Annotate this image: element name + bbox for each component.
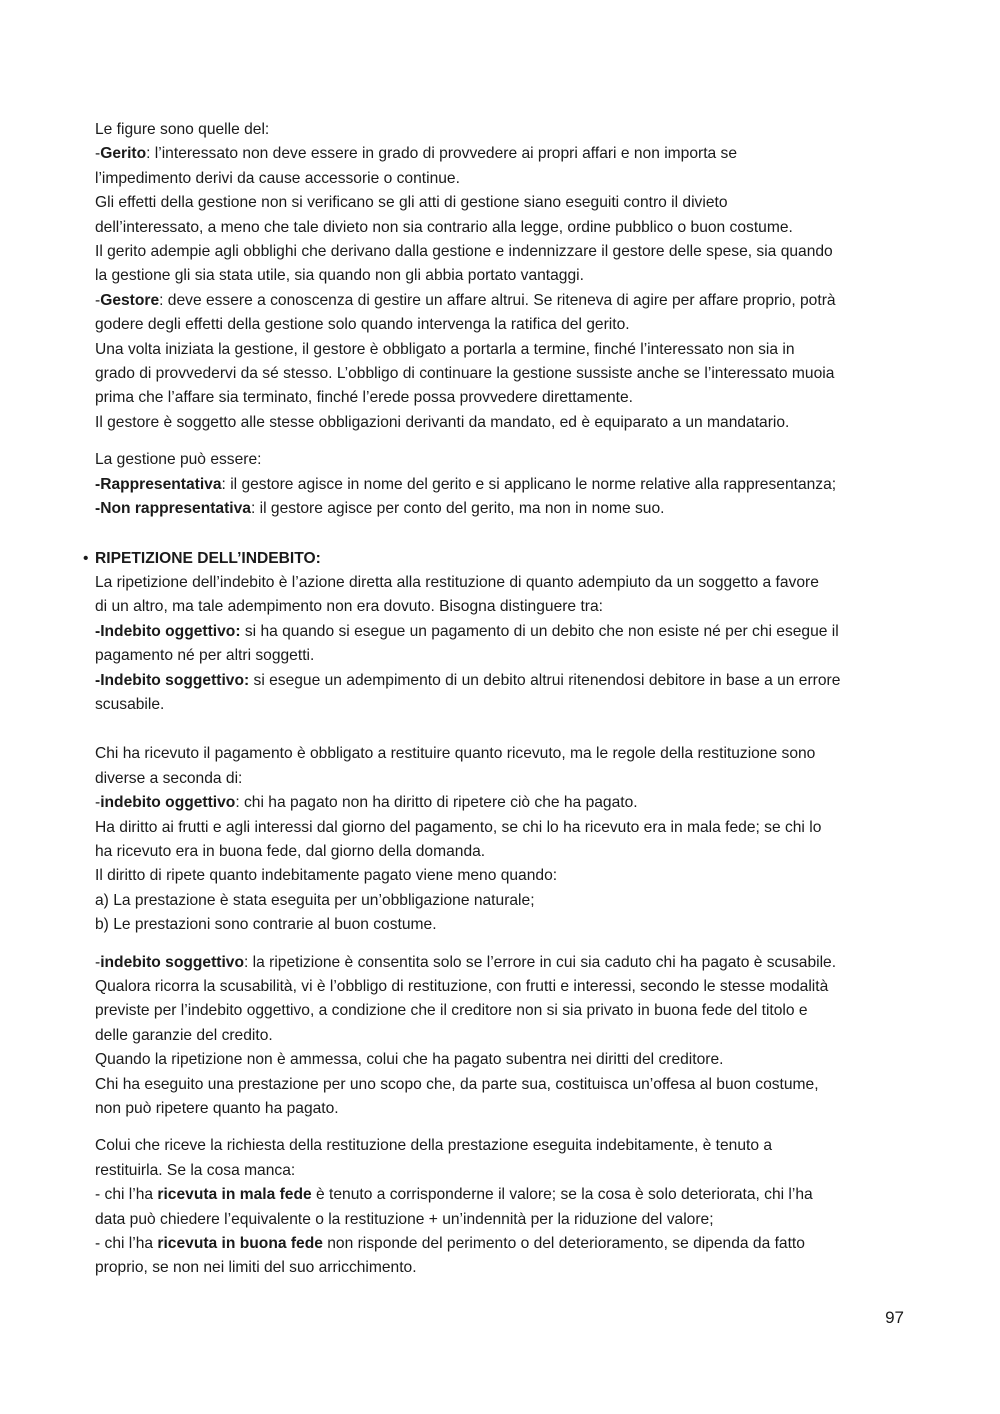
text-line: scusabile. bbox=[95, 695, 165, 713]
text-line: Il gerito adempie agli obblighi che derivano dalla gestione e indennizzare il gestore delle spese, sia quando bbox=[95, 243, 833, 261]
term-indebito-oggettivo: -Indebito oggettivo: bbox=[95, 622, 241, 640]
text-line: l’impedimento derivi da cause accessorie o continue. bbox=[95, 169, 460, 187]
text-line: proprio, se non nei limiti del suo arricchimento. bbox=[95, 1259, 417, 1277]
paragraph-spacer bbox=[95, 717, 910, 742]
text-line bbox=[95, 1232, 910, 1256]
text-line: Quando la ripetizione non è ammessa, colui che ha pagato subentra nei diritti del creditore. bbox=[95, 1051, 724, 1069]
text-line: non può ripetere quanto ha pagato. bbox=[95, 1100, 339, 1118]
term-indebito-oggettivo: indebito oggettivo bbox=[100, 794, 236, 812]
line-rest: si ha quando si esegue un pagamento di un debito che non esiste né per chi esegue il bbox=[240, 622, 839, 640]
text-line bbox=[95, 951, 910, 975]
term-gerito: Gerito bbox=[100, 145, 147, 163]
heading-text: RIPETIZIONE DELL’INDEBITO: bbox=[95, 549, 321, 567]
section-heading bbox=[83, 547, 910, 571]
text-line: grado di provvedervi da sé stesso. L’obbligo di continuare la gestione sussiste anche se l’interessato muoia bbox=[95, 365, 835, 383]
text-line: prima che l’affare sia terminato, finché l’erede possa provvedere direttamente. bbox=[95, 389, 633, 407]
text-line bbox=[95, 142, 910, 166]
line-prefix: - bbox=[95, 794, 101, 812]
term-non-rappresentativa: -Non rappresentativa bbox=[95, 500, 251, 518]
text-line bbox=[95, 473, 910, 497]
text-line: Ha diritto ai frutti e agli interessi dal giorno del pagamento, se chi lo ha ricevuto era in mala fede; se chi lo bbox=[95, 818, 822, 836]
line-rest: : la ripetizione è consentita solo se l’errore in cui sia caduto chi ha pagato è scusabile. bbox=[244, 953, 837, 971]
text-line: previste per l’indebito oggettivo, a condizione che il creditore non si sia privato in buona fede del titolo e bbox=[95, 1002, 808, 1020]
text-line: diverse a seconda di: bbox=[95, 769, 243, 787]
bullet-icon: • bbox=[83, 549, 89, 567]
text-line bbox=[95, 289, 910, 313]
text-line: La ripetizione dell’indebito è l’azione diretta alla restituzione di quanto adempiuto da un soggetto a favore bbox=[95, 573, 819, 591]
text-line: godere degli effetti della gestione solo quando intervenga la ratifica del gerito. bbox=[95, 316, 630, 334]
term-indebito-soggettivo: -Indebito soggettivo: bbox=[95, 671, 250, 689]
line-rest: : l’interessato non deve essere in grado di provvedere ai propri affari e non importa se bbox=[146, 145, 738, 163]
text-line: Le figure sono quelle del: bbox=[95, 121, 270, 138]
line-prefix: - chi l’ha bbox=[95, 1235, 158, 1253]
line-rest: : il gestore agisce per conto del gerito, ma non in nome suo. bbox=[250, 500, 665, 518]
term-buona-fede: ricevuta in buona fede bbox=[157, 1235, 323, 1253]
line-prefix: - bbox=[95, 291, 101, 309]
line-prefix: - chi l’ha bbox=[95, 1186, 158, 1204]
line-rest: si esegue un adempimento di un debito altrui ritenendosi debitore in base a un errore bbox=[249, 671, 841, 689]
paragraph-spacer bbox=[95, 1121, 910, 1134]
line-prefix: - bbox=[95, 145, 101, 163]
paragraph-cosa-manca bbox=[95, 1134, 910, 1280]
text-line bbox=[95, 497, 910, 521]
text-line bbox=[95, 620, 910, 644]
page-number: 97 bbox=[885, 1308, 904, 1327]
term-rappresentativa: -Rappresentativa bbox=[95, 475, 222, 493]
paragraph-spacer bbox=[95, 938, 910, 951]
paragraph-figure bbox=[95, 118, 910, 435]
page-body bbox=[83, 118, 910, 1281]
paragraph-spacer bbox=[95, 435, 910, 448]
text-line: data può chiedere l’equivalente o la restituzione + un’indennità per la riduzione del valore; bbox=[95, 1210, 714, 1228]
text-line: Qualora ricorra la scusabilità, vi è l’obbligo di restituzione, con frutti e interessi, secondo le stesse modalità bbox=[95, 978, 829, 995]
text-line: Chi ha eseguito una prestazione per uno scopo che, da parte sua, costituisca un’offesa al buon costume, bbox=[95, 1075, 819, 1093]
line-rest: : il gestore agisce in nome del gerito e si applicano le norme relative alla rappresentanza; bbox=[221, 475, 837, 493]
term-mala-fede: ricevuta in mala fede bbox=[157, 1186, 312, 1204]
text-line: Una volta iniziata la gestione, il gestore è obbligato a portarla a termine, finché l’interessato non sia in bbox=[95, 340, 795, 358]
text-line: ha ricevuto era in buona fede, dal giorno della domanda. bbox=[95, 842, 486, 860]
text-line: a) La prestazione è stata eseguita per un’obbligazione naturale; bbox=[95, 891, 535, 909]
text-line: Colui che riceve la richiesta della restituzione della prestazione eseguita indebitamente, è tenuto a bbox=[95, 1137, 773, 1155]
text-line: la gestione gli sia stata utile, sia quando non gli abbia portato vantaggi. bbox=[95, 267, 584, 285]
text-line bbox=[95, 669, 910, 693]
text-line bbox=[95, 1183, 910, 1207]
paragraph-spacer bbox=[95, 522, 910, 547]
text-line: La gestione può essere: bbox=[95, 451, 262, 469]
text-line: Chi ha ricevuto il pagamento è obbligato a restituire quanto ricevuto, ma le regole della restituzione sono bbox=[95, 745, 816, 763]
line-rest: : deve essere a conoscenza di gestire un affare altrui. Se riteneva di agire per affare proprio, potrà bbox=[159, 291, 836, 309]
text-line: pagamento né per altri soggetti. bbox=[95, 647, 315, 665]
text-line: restituirla. Se la cosa manca: bbox=[95, 1161, 296, 1179]
line-rest: non risponde del perimento o del deterioramento, se dipenda da fatto bbox=[322, 1235, 805, 1253]
line-rest: è tenuto a corrisponderne il valore; se la cosa è solo deteriorata, chi l’ha bbox=[311, 1186, 813, 1204]
term-indebito-soggettivo: indebito soggettivo bbox=[100, 953, 245, 971]
text-line: Il diritto di ripete quanto indebitamente pagato viene meno quando: bbox=[95, 867, 558, 885]
line-prefix: - bbox=[95, 953, 101, 971]
section-ripetizione-indebito bbox=[83, 547, 910, 718]
term-gestore: Gestore bbox=[100, 291, 160, 309]
text-line: Il gestore è soggetto alle stesse obbligazioni derivanti da mandato, ed è equiparato a un mandatario. bbox=[95, 413, 790, 431]
text-line: di un altro, ma tale adempimento non era dovuto. Bisogna distinguere tra: bbox=[95, 598, 603, 616]
paragraph-gestione bbox=[95, 448, 910, 521]
line-rest: : chi ha pagato non ha diritto di ripetere ciò che ha pagato. bbox=[235, 794, 638, 812]
text-line: Gli effetti della gestione non si verificano se gli atti di gestione siano eseguiti contro il divieto bbox=[95, 194, 728, 212]
text-line bbox=[95, 791, 910, 815]
text-line: b) Le prestazioni sono contrarie al buon costume. bbox=[95, 916, 437, 934]
paragraph-indebito-soggettivo bbox=[95, 951, 910, 1122]
paragraph-restituzione bbox=[95, 742, 910, 937]
text-line: dell’interessato, a meno che tale divieto non sia contrario alla legge, ordine pubblico o buon costume. bbox=[95, 218, 793, 236]
text-line: delle garanzie del credito. bbox=[95, 1026, 273, 1044]
